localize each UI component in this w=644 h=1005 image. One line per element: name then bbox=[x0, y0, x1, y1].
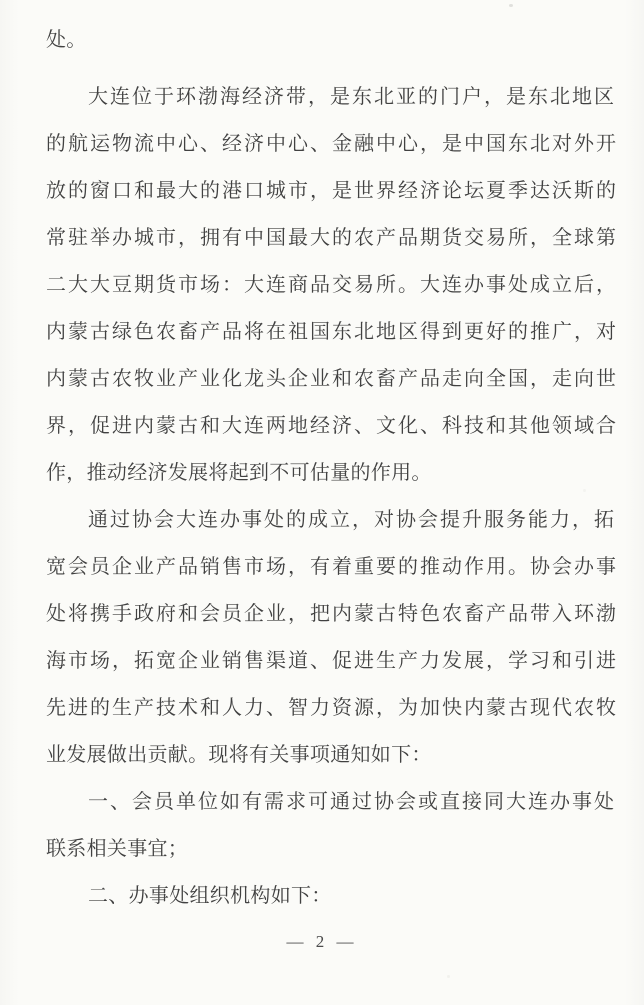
page-number: — 2 — bbox=[286, 932, 358, 951]
text-line: 界，促进内蒙古和大连两地经济、文化、科技和其他领域合 bbox=[46, 415, 618, 437]
scan-speckle bbox=[447, 975, 450, 978]
text-line: 联系相关事宜； bbox=[46, 838, 189, 860]
text-line: 作，推动经济发展将起到不可估量的作用。 bbox=[46, 462, 432, 484]
text-line: 的航运物流中心、经济中心、金融中心，是中国东北对外开 bbox=[46, 133, 618, 155]
text-line: 处。 bbox=[46, 29, 87, 51]
text-line: 先进的生产技术和人力、智力资源，为加快内蒙古现代农牧 bbox=[46, 697, 618, 719]
text-line: 宽会员企业产品销售市场，有着重要的推动作用。协会办事 bbox=[46, 556, 618, 578]
text-line: 二大大豆期货市场：大连商品交易所。大连办事处成立后， bbox=[46, 274, 618, 296]
text-line: 内蒙古绿色农畜产品将在祖国东北地区得到更好的推广，对 bbox=[46, 321, 618, 343]
text-line: 放的窗口和最大的港口城市，是世界经济论坛夏季达沃斯的 bbox=[46, 180, 618, 202]
text-line: 内蒙古农牧业产业化龙头企业和农畜产品走向全国，走向世 bbox=[46, 368, 618, 390]
text-line: 业发展做出贡献。现将有关事项通知如下： bbox=[46, 744, 432, 766]
text-line: 一、会员单位如有需求可通过协会或直接同大连办事处 bbox=[88, 791, 616, 813]
text-line: 海市场，拓宽企业销售渠道、促进生产力发展，学习和引进 bbox=[46, 650, 618, 672]
text-line: 通过协会大连办事处的成立，对协会提升服务能力，拓 bbox=[88, 509, 616, 531]
scan-speckle bbox=[509, 4, 513, 7]
text-line: 常驻举办城市，拥有中国最大的农产品期货交易所，全球第 bbox=[46, 227, 618, 249]
document-body bbox=[46, 26, 618, 929]
text-line: 处将携手政府和会员企业，把内蒙古特色农畜产品带入环渤 bbox=[46, 603, 618, 625]
scan-speckle bbox=[123, 132, 126, 134]
text-line: 大连位于环渤海经济带，是东北亚的门户，是东北地区 bbox=[88, 86, 616, 108]
scan-speckle bbox=[583, 489, 586, 492]
text-line: 二、办事处组织机构如下： bbox=[88, 885, 332, 907]
